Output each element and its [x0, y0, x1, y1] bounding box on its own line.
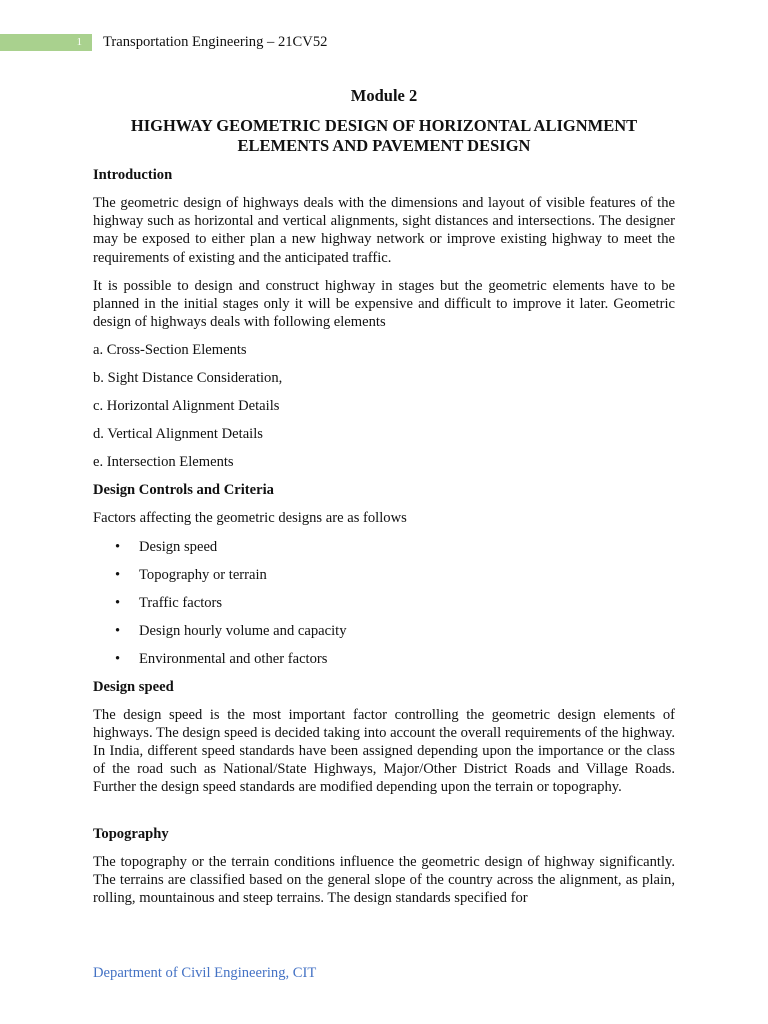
section-spacer	[93, 807, 675, 825]
factor-label: Topography or terrain	[139, 566, 267, 583]
element-list-item: b. Sight Distance Consideration,	[93, 370, 283, 387]
topography-paragraph: The topography or the terrain conditions influence the geometric design of highway significantly. The terrains are classified based on the general slope of the country across the alignment, as plain, rolling, mountainous and steep terrains. The design standards specified for	[93, 853, 675, 907]
factor-list-item	[93, 566, 675, 584]
page-header	[0, 34, 768, 51]
element-list-item: c. Horizontal Alignment Details	[93, 398, 280, 415]
factor-list-item	[93, 622, 675, 640]
factor-list-item	[93, 538, 675, 556]
factor-label: Design speed	[139, 538, 218, 555]
introduction-heading: Introduction	[93, 167, 173, 183]
bullet-icon: •	[115, 650, 121, 667]
element-list-item: d. Vertical Alignment Details	[93, 426, 263, 443]
document-body	[93, 86, 675, 917]
element-list-item: a. Cross-Section Elements	[93, 342, 247, 359]
introduction-paragraph-1: The geometric design of highways deals with the dimensions and layout of visible features of the highway such as horizontal and vertical alignments, sight distances and intersections. The designer may be exposed to either plan a new highway network or improve existing highway to meet the requirements of existing and the anticipated traffic.	[93, 195, 675, 266]
bullet-icon: •	[115, 594, 121, 611]
factor-label: Traffic factors	[139, 594, 223, 611]
bullet-icon: •	[115, 622, 121, 639]
factor-label: Design hourly volume and capacity	[139, 622, 347, 639]
document-title: HIGHWAY GEOMETRIC DESIGN OF HORIZONTAL ALIGNMENT ELEMENTS AND PAVEMENT DESIGN	[130, 116, 638, 155]
design-controls-heading: Design Controls and Criteria	[93, 482, 274, 499]
factor-list-item	[93, 594, 675, 612]
factors-list	[93, 538, 675, 668]
page-footer: Department of Civil Engineering, CIT	[93, 965, 317, 981]
bullet-icon: •	[115, 566, 121, 583]
module-heading: Module 2	[350, 86, 418, 105]
element-list-item: e. Intersection Elements	[93, 454, 234, 471]
factor-list-item	[93, 650, 675, 668]
design-controls-intro: Factors affecting the geometric designs are as follows	[93, 510, 407, 527]
factor-label: Environmental and other factors	[139, 650, 328, 667]
design-speed-paragraph: The design speed is the most important factor controlling the geometric design elements of highways. The design speed is decided taking into account the overall requirements of the highway. In India, different speed standards have been assigned depending upon the importance or the class of the road such as National/State Highways, Major/Other District Roads and Village Roads. Further the design speed standards are modified depending upon the terrain or topography.	[93, 706, 675, 796]
design-speed-heading: Design speed	[93, 678, 174, 695]
page-number: 1	[0, 34, 92, 51]
topography-heading: Topography	[93, 825, 169, 842]
header-title: Transportation Engineering – 21CV52	[103, 34, 328, 50]
introduction-paragraph-2: It is possible to design and construct highway in stages but the geometric elements have to be planned in the initial stages only it will be expensive and difficult to improve it later. Geometric design of highways deals with following elements	[93, 277, 675, 331]
bullet-icon: •	[115, 538, 121, 555]
